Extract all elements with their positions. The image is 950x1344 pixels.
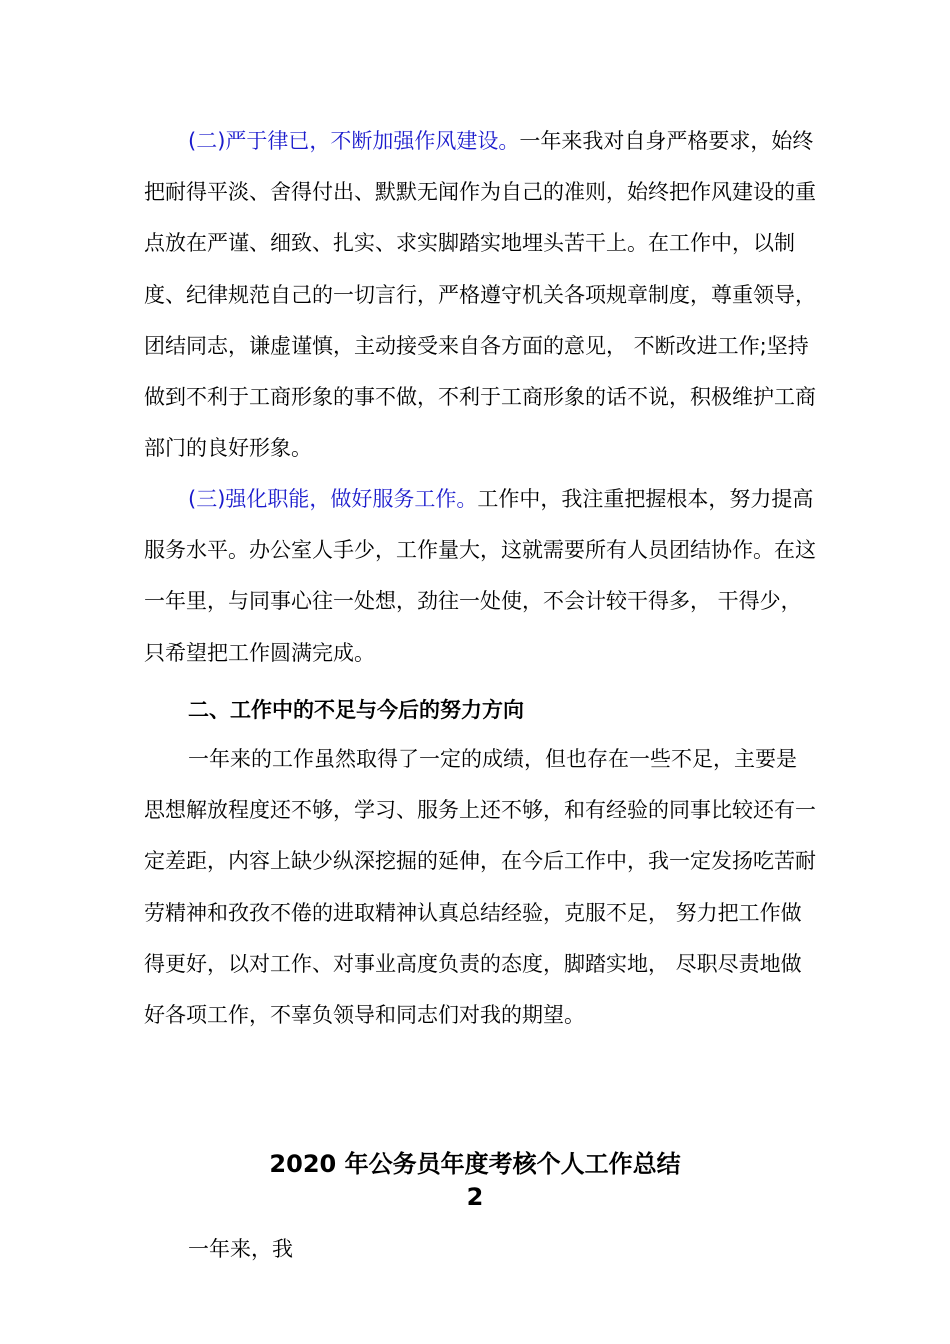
document-title-line1: 2020 年公务员年度考核个人工作总结 bbox=[269, 1150, 681, 1178]
document-title-line2: 2 bbox=[466, 1183, 484, 1211]
section-heading-shortcomings: 二、工作中的不足与今后的努力方向 bbox=[188, 698, 524, 722]
paragraph-opening: 一年来，我 bbox=[188, 1237, 293, 1261]
paragraph-body-service: 工作中，我注重把握根本，努力提高服务水平。办公室人手少，工作量大，这就需要所有人员团结协作。在这一年里，与同事心往一处想，劲往一处使，不会计较干得多， 干得少，只希望把工作圆满完成。 bbox=[144, 487, 816, 665]
paragraph-lead-service: (三)强化职能，做好服务工作。 bbox=[188, 487, 478, 511]
paragraph-body-self-discipline: 一年来我对自身严格要求，始终把耐得平淡、舍得付出、默默无闻作为自己的准则，始终把作风建设的重点放在严谨、细致、扎实、求实脚踏实地埋头苦干上。在工作中，以制度、纪律规范自己的一切言行，严格遵守机关各项规章制度，尊重领导，团结同志，谦虚谨慎，主动接受来自各方面的意见， 不断改进工作;坚持做到不利于工商形象的事不做，不利于工商形象的话不说，积极维护工商部门的良好形象。 bbox=[144, 129, 816, 461]
paragraph-service bbox=[144, 474, 816, 679]
paragraph-self-discipline bbox=[144, 116, 816, 474]
paragraph-lead-self-discipline: (二)严于律已，不断加强作风建设。 bbox=[188, 129, 520, 153]
document-title bbox=[0, 1148, 950, 1214]
paragraph-shortcomings: 一年来的工作虽然取得了一定的成绩，但也存在一些不足，主要是思想解放程度还不够，学习、服务上还不够，和有经验的同事比较还有一定差距，内容上缺少纵深挖掘的延伸，在今后工作中，我一定发扬吃苦耐劳精神和孜孜不倦的进取精神认真总结经验，克服不足， 努力把工作做得更好，以对工作、对事业高度负责的态度，脚踏实地， 尽职尽责地做好各项工作，不辜负领导和同志们对我的期望。 bbox=[144, 747, 816, 1028]
